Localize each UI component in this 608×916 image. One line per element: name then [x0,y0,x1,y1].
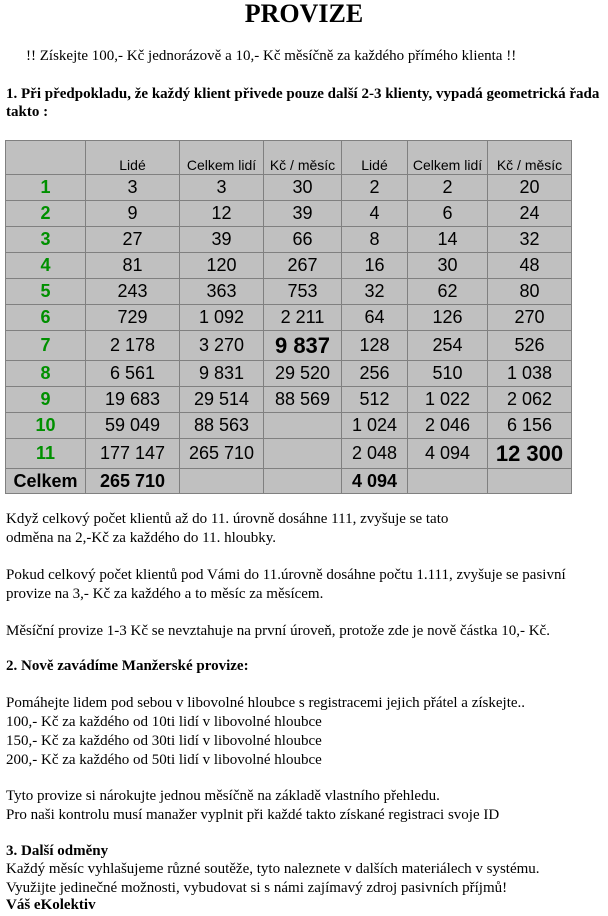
level-cell: 8 [6,361,86,387]
level-cell: 10 [6,413,86,439]
table-cell: 3 [86,175,180,201]
table-row [6,279,572,305]
table-row [6,227,572,253]
table-cell: 27 [86,227,180,253]
table-cell: 9 837 [264,331,342,361]
paragraph-threshold-1111 [6,566,566,604]
total-cell: 4 094 [342,469,408,494]
table-cell: 2 046 [408,413,488,439]
total-cell [408,469,488,494]
table-cell: 2 211 [264,305,342,331]
table-cell: 2 [408,175,488,201]
table-cell: 16 [342,253,408,279]
table-cell: 120 [180,253,264,279]
table-cell: 12 300 [488,439,572,469]
table-row [6,201,572,227]
table-cell: 59 049 [86,413,180,439]
table-cell: 254 [408,331,488,361]
table-cell: 30 [264,175,342,201]
total-cell: Celkem [6,469,86,494]
total-cell [180,469,264,494]
level-cell: 2 [6,201,86,227]
table-row [6,413,572,439]
table-row [6,361,572,387]
table-cell: 24 [488,201,572,227]
level-cell: 6 [6,305,86,331]
table-cell: 66 [264,227,342,253]
paragraph-first-level-note: Měsíční provize 1-3 Kč se nevztahuje na první úroveň, protože zde je nově částka 10,- Kč. [6,623,550,639]
text-line: 100,- Kč za každého od 10ti lidí v libovolné hloubce [6,714,322,730]
table-cell: 9 [86,201,180,227]
header-cell: Celkem lidí [408,141,488,175]
paragraph-threshold-111 [6,510,448,548]
section-heading-1: 1. Při předpokladu, že každý klient přivede pouze další 2-3 klienty, vypadá geometrická řada takto : [6,86,600,120]
table-cell: 29 514 [180,387,264,413]
table-cell: 128 [342,331,408,361]
table-cell: 39 [264,201,342,227]
table-cell: 3 270 [180,331,264,361]
table-cell: 4 [342,201,408,227]
header-cell [6,141,86,175]
table-cell: 62 [408,279,488,305]
table-row [6,387,572,413]
text-line: provize na 3,- Kč za každého a to měsíc za měsícem. [6,586,324,602]
table-cell: 753 [264,279,342,305]
header-cell: Kč / měsíc [488,141,572,175]
table-cell: 126 [408,305,488,331]
total-cell [264,469,342,494]
text-line: Když celkový počet klientů až do 11. úrovně dosáhne 111, zvyšuje se tato [6,511,449,527]
intro-text: !! Získejte 100,- Kč jednorázově a 10,- Kč měsíčně za každého přímého klienta !! [26,48,517,64]
table-cell: 80 [488,279,572,305]
table-cell: 2 048 [342,439,408,469]
table-cell: 32 [488,227,572,253]
table-cell: 19 683 [86,387,180,413]
text-line: Pro naši kontrolu musí manažer vyplnit při každé takto získané registraci svoje ID [6,807,500,823]
table-header-row [6,141,572,175]
section-heading-2: 2. Nově zavádíme Manžerské provize: [6,658,249,674]
table-cell: 1 022 [408,387,488,413]
table-row [6,439,572,469]
text-line: Využijte jedinečné možnosti, vybudovat si s námi zajímavý zdroj pasivních příjmů! [6,880,508,896]
text-line: Tyto provize si nárokujte jednou měsíčně na základě vlastního přehledu. [6,788,440,804]
table-cell: 256 [342,361,408,387]
table-cell [264,439,342,469]
table-cell: 3 [180,175,264,201]
table-cell: 363 [180,279,264,305]
level-cell: 1 [6,175,86,201]
table-cell: 81 [86,253,180,279]
table-cell: 729 [86,305,180,331]
level-cell: 5 [6,279,86,305]
text-line: 200,- Kč za každého od 50ti lidí v libovolné hloubce [6,752,322,768]
table-cell: 1 024 [342,413,408,439]
table-cell: 6 561 [86,361,180,387]
table-cell: 2 062 [488,387,572,413]
table-cell: 88 563 [180,413,264,439]
table-total-row [6,469,572,494]
table-cell: 512 [342,387,408,413]
total-cell [488,469,572,494]
table-row [6,331,572,361]
table-cell: 510 [408,361,488,387]
table-cell: 526 [488,331,572,361]
table-cell: 14 [408,227,488,253]
table-cell: 267 [264,253,342,279]
text-line: Každý měsíc vyhlašujeme různé soutěže, tyto naleznete v dalších materiálech v systému. [6,861,540,877]
table-cell: 265 710 [180,439,264,469]
table-cell: 177 147 [86,439,180,469]
table-cell: 8 [342,227,408,253]
table-cell: 9 831 [180,361,264,387]
table-cell: 30 [408,253,488,279]
table-cell: 270 [488,305,572,331]
level-cell: 3 [6,227,86,253]
table-cell: 29 520 [264,361,342,387]
table-cell: 2 [342,175,408,201]
table-cell: 1 092 [180,305,264,331]
table-cell: 32 [342,279,408,305]
table-cell: 64 [342,305,408,331]
paragraph-manager-commission [6,694,525,770]
signature: Váš eKolektiv [6,897,96,913]
commission-table [5,140,572,494]
text-line: Pomáhejte lidem pod sebou v libovolné hloubce s registracemi jejich přátel a získejte.. [6,695,526,711]
level-cell: 9 [6,387,86,413]
table-cell: 4 094 [408,439,488,469]
table-cell: 6 [408,201,488,227]
header-cell: Lidé [342,141,408,175]
text-line: odměna na 2,-Kč za každého do 11. hloubky. [6,530,277,546]
table-cell [264,413,342,439]
table-row [6,175,572,201]
table-row [6,305,572,331]
table-cell: 48 [488,253,572,279]
table-cell: 12 [180,201,264,227]
text-line: 150,- Kč za každého od 30ti lidí v libovolné hloubce [6,733,322,749]
header-cell: Lidé [86,141,180,175]
level-cell: 4 [6,253,86,279]
paragraph-claim-info [6,787,499,825]
header-cell: Kč / měsíc [264,141,342,175]
level-cell: 11 [6,439,86,469]
table-cell: 20 [488,175,572,201]
level-cell: 7 [6,331,86,361]
table-cell: 1 038 [488,361,572,387]
total-cell: 265 710 [86,469,180,494]
paragraph-other-rewards [6,860,540,898]
table-cell: 243 [86,279,180,305]
table-row [6,253,572,279]
page-title: PROVIZE [244,0,364,28]
table-cell: 2 178 [86,331,180,361]
table-cell: 88 569 [264,387,342,413]
text-line: Pokud celkový počet klientů pod Vámi do 11.úrovně dosáhne počtu 1.111, zvyšuje se pasivní [6,567,566,583]
table-cell: 39 [180,227,264,253]
table-cell: 6 156 [488,413,572,439]
header-cell: Celkem lidí [180,141,264,175]
section-heading-3: 3. Další odměny [6,843,109,859]
